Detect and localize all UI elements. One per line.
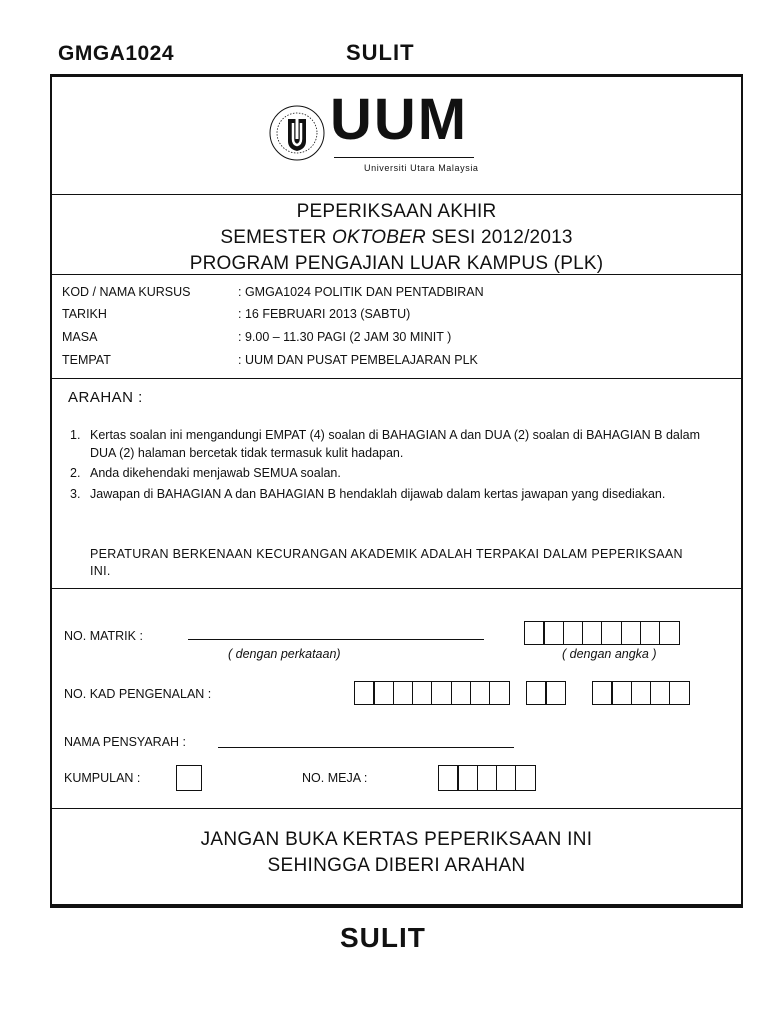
- instructions-section: [52, 379, 741, 589]
- exam-title-section: [52, 195, 741, 275]
- exam-title: PEPERIKSAAN AKHIR: [296, 201, 497, 222]
- student-details-section: [52, 589, 741, 809]
- semester-line: SEMESTER OKTOBER SESI 2012/2013: [220, 227, 573, 248]
- group-label: KUMPULAN :: [64, 771, 141, 785]
- matric-number-boxes[interactable]: [524, 621, 679, 645]
- exam-cover-frame: [50, 74, 743, 908]
- warning-line-2: SEHINGGA DIBERI ARAHAN: [267, 855, 526, 876]
- matric-words-line[interactable]: [188, 639, 484, 640]
- lecturer-name-line[interactable]: [218, 747, 514, 748]
- table-number-label: NO. MEJA :: [302, 771, 368, 785]
- university-seal-icon: [268, 95, 326, 185]
- warning-section: [52, 809, 741, 905]
- university-name: Universiti Utara Malaysia: [364, 163, 479, 173]
- group-box[interactable]: [176, 765, 202, 791]
- matric-label: NO. MATRIK :: [64, 629, 143, 643]
- instruction-item: 3. Jawapan di BAHAGIAN A dan BAHAGIAN B hendaklah dijawab dalam kertas jawapan yang disediakan.: [70, 486, 666, 501]
- course-info-section: KOD / NAMA KURSUS : GMGA1024 POLITIK DAN PENTADBIRAN TARIKH : 16 FEBRUARI 2013 (SABTU) MASA : 9.00 – 11.30 PAGI (2 JAM 30 MINIT ) TEMPAT : UUM DAN PUSAT PEMBELAJARAN PLK: [52, 275, 741, 379]
- lecturer-label: NAMA PENSYARAH :: [64, 735, 187, 749]
- ic-boxes-part1[interactable]: [354, 681, 509, 705]
- ic-boxes-part3[interactable]: [592, 681, 689, 705]
- matric-words-hint: ( dengan perkataan): [228, 647, 341, 661]
- classification-footer: SULIT: [340, 922, 426, 953]
- table-number-boxes[interactable]: [438, 765, 535, 789]
- ic-label: NO. KAD PENGENALAN :: [64, 687, 212, 701]
- instruction-item: 1. Kertas soalan ini mengandungi EMPAT (4) soalan di BAHAGIAN A dan DUA (2) soalan di BAHAGIAN B dalam DUA (2) halaman bercetak tidak termasuk kulit hadapan.: [70, 428, 701, 460]
- academic-misconduct-rule: PERATURAN BERKENAAN KECURANGAN AKADEMIK ADALAH TERPAKAI DALAM PEPERIKSAAN INI.: [90, 547, 683, 578]
- classification-header: SULIT: [346, 40, 415, 65]
- warning-line-1: JANGAN BUKA KERTAS PEPERIKSAAN INI: [200, 829, 593, 850]
- instructions-heading: ARAHAN :: [68, 389, 143, 406]
- matric-number-hint: ( dengan angka ): [562, 647, 657, 661]
- logo-section: [52, 77, 741, 195]
- course-code-header: GMGA1024: [58, 42, 175, 65]
- ic-boxes-part2[interactable]: [526, 681, 565, 705]
- logo-divider: [334, 157, 474, 158]
- instruction-item: 2. Anda dikehendaki menjawab SEMUA soalan.: [70, 466, 341, 480]
- instructions-list: [70, 427, 710, 506]
- program-line: PROGRAM PENGAJIAN LUAR KAMPUS (PLK): [189, 253, 604, 274]
- uum-wordmark: UUM: [330, 87, 469, 152]
